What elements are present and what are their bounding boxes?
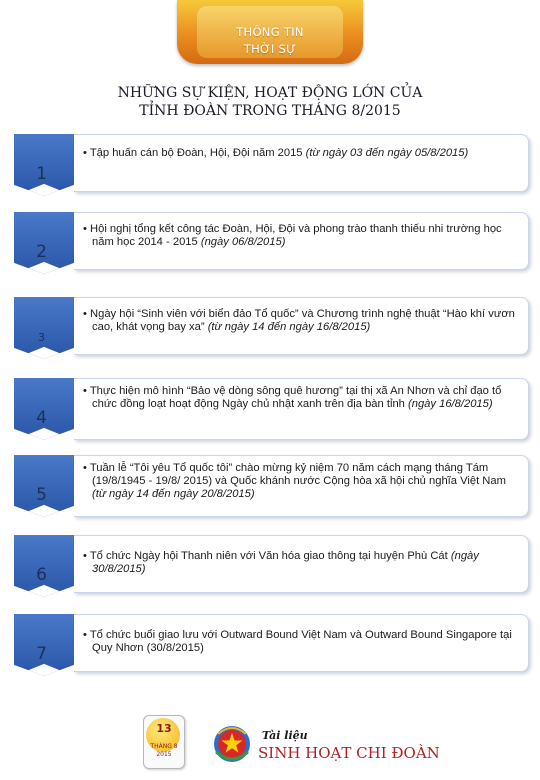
event-date: (ngày 06/8/2015) — [200, 236, 286, 248]
event-item-7 — [14, 614, 529, 676]
event-text: • Tổ chức buổi giao lưu với Outward Bound Việt Nam và Outward Bound Singapore tại Quy Nhơn (30/8/2015) — [83, 629, 512, 654]
event-card — [74, 535, 529, 593]
banner-line-1: THÔNG TIN — [236, 25, 304, 39]
month-line-1: THÁNG 8 — [150, 743, 178, 750]
event-date: (từ ngày 14 đến ngày 16/8/2015) — [207, 321, 371, 333]
item-number: 4 — [36, 408, 47, 428]
event-text: • Tuần lễ “Tôi yêu Tổ quốc tôi” chào mừng kỷ niệm 70 năm cách mạng tháng Tám (19/8/1945 - 19/8/ 2015) và Quốc khánh nước Cộng hòa xã hội chủ nghĩa Việt Nam (từ ngày 14 đến ngày 20/8/2015) — [83, 462, 506, 500]
banner-text — [177, 24, 363, 58]
item-number: 6 — [36, 565, 47, 585]
banner-line-2: THỜI SỰ — [243, 42, 297, 56]
event-item-4 — [14, 378, 529, 440]
event-text: • Hội nghị tổng kết công tác Đoàn, Hội, Đội và phong trào thanh thiếu nhi trường học năm học 2014 - 2015 (ngày 06/8/2015) — [83, 223, 502, 248]
event-item-1 — [14, 134, 529, 196]
item-number: 1 — [36, 164, 47, 184]
event-card — [74, 212, 529, 270]
event-card — [74, 455, 529, 517]
event-date: (từ ngày 14 đến ngày 20/8/2015) — [92, 488, 255, 500]
page-number-badge — [143, 715, 185, 769]
item-number: 3 — [38, 331, 45, 344]
event-item-6 — [14, 535, 529, 597]
event-text: • Tập huấn cán bộ Đoàn, Hội, Đội năm 2015 (từ ngày 03 đến ngày 05/8/2015) — [83, 147, 469, 159]
event-item-2 — [14, 212, 529, 274]
event-card — [74, 134, 529, 192]
event-date: (ngày 30/8/2015) — [92, 550, 479, 575]
event-item-3 — [14, 297, 529, 359]
footer-label-big: SINH HOẠT CHI ĐOÀN — [258, 744, 440, 762]
event-text: • Ngày hội “Sinh viên với biển đảo Tổ quốc” và Chương trình nghệ thuật “Hào khí vươn cao, khát vọng bay xa” (từ ngày 14 đến ngày 16/8/2015) — [83, 308, 515, 333]
page-number: 13 — [156, 722, 172, 735]
number-marker — [14, 297, 74, 359]
title-line-1: NHỮNG SỰ KIỆN, HOẠT ĐỘNG LỚN CỦA — [117, 85, 423, 101]
item-number: 2 — [36, 242, 47, 262]
youth-union-emblem-icon — [212, 722, 252, 766]
footer-label-small: Tài liệu — [262, 729, 308, 742]
event-card — [74, 297, 529, 355]
event-card — [74, 378, 529, 440]
item-number: 5 — [36, 485, 47, 505]
event-card — [74, 614, 529, 672]
page-title — [0, 84, 540, 120]
event-text: • Tổ chức Ngày hội Thanh niên với Văn hóa giao thông tại huyện Phù Cát (ngày 30/8/2015) — [83, 550, 479, 575]
item-number: 7 — [36, 644, 47, 664]
event-date: (từ ngày 03 đến ngày 05/8/2015) — [305, 147, 469, 159]
title-line-2: TỈNH ĐOÀN TRONG THÁNG 8/2015 — [139, 103, 401, 119]
event-item-5 — [14, 455, 529, 517]
issue-month — [144, 743, 184, 759]
event-text: • Thực hiện mô hình “Bảo vệ dòng sông quê hương” tại thị xã An Nhơn và chỉ đạo tổ chức đồng loạt hoạt động Ngày chủ nhật xanh trên địa bàn tỉnh (ngày 16/8/2015) — [83, 385, 502, 410]
header-banner — [177, 0, 363, 64]
month-line-2: 2015 — [156, 751, 172, 758]
event-date: (ngày 16/8/2015) — [408, 398, 493, 410]
